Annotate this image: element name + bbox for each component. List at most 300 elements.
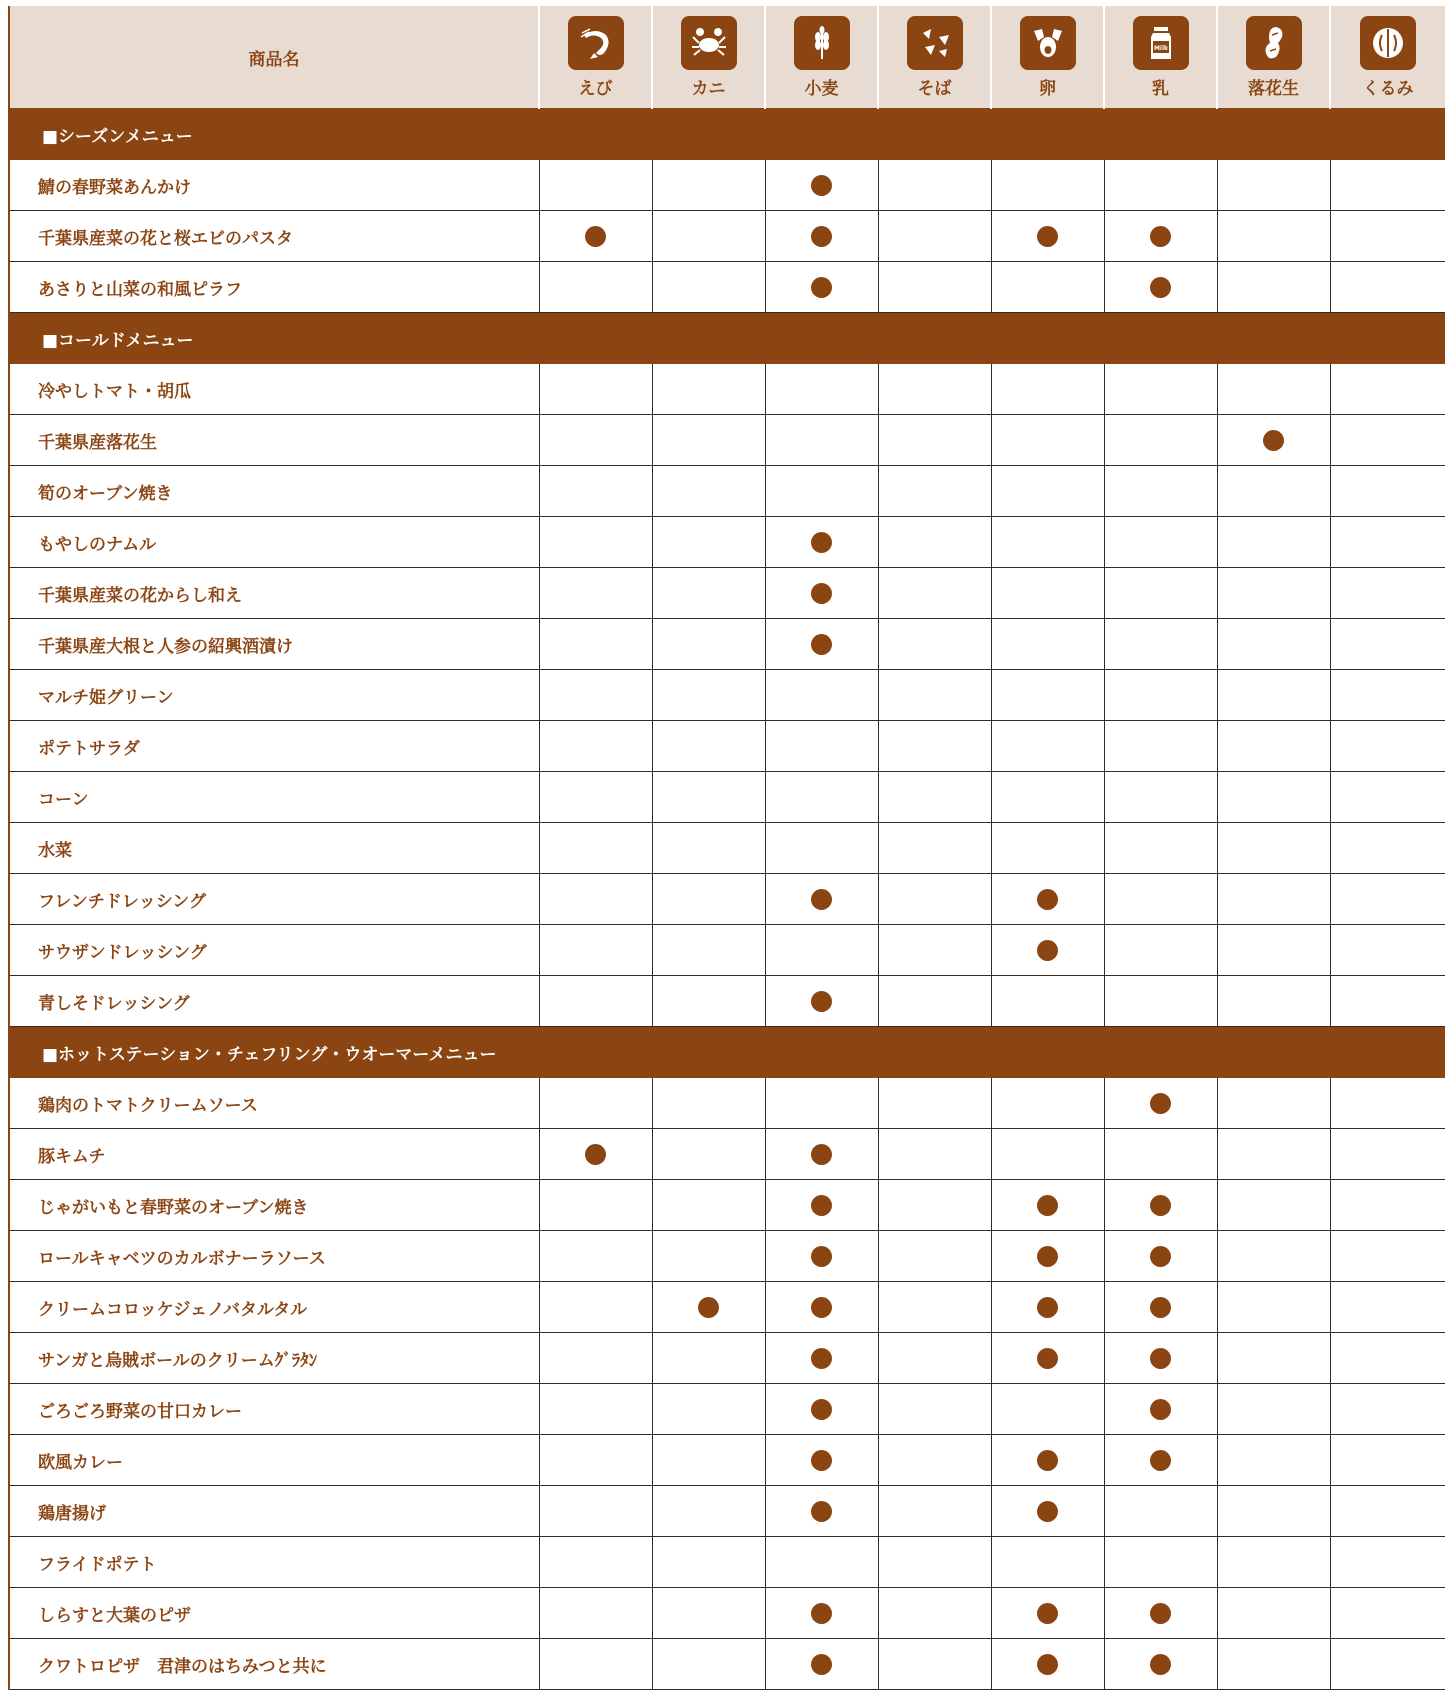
allergen-cell xyxy=(1330,823,1445,874)
contains-mark xyxy=(811,1297,832,1318)
allergen-cell xyxy=(765,619,878,670)
allergen-cell xyxy=(765,211,878,262)
allergen-cell xyxy=(652,1129,765,1180)
product-name: もやしのナムル xyxy=(9,517,539,568)
allergen-cell xyxy=(539,466,652,517)
allergen-cell xyxy=(878,211,991,262)
allergen-cell xyxy=(1104,1078,1217,1129)
allergen-cell xyxy=(991,160,1104,211)
allergen-cell xyxy=(652,1231,765,1282)
contains-mark xyxy=(1150,1603,1171,1624)
allergen-cell xyxy=(1330,568,1445,619)
allergen-cell xyxy=(1104,874,1217,925)
contains-mark xyxy=(1037,940,1058,961)
allergen-cell xyxy=(878,466,991,517)
product-name: フレンチドレッシング xyxy=(9,874,539,925)
allergen-cell xyxy=(1330,1486,1445,1537)
allergen-cell xyxy=(765,1282,878,1333)
table-row xyxy=(9,517,1445,568)
allergen-cell xyxy=(1104,1588,1217,1639)
allergen-cell xyxy=(1217,874,1330,925)
allergen-header-crab xyxy=(652,6,765,109)
allergen-cell xyxy=(1330,1333,1445,1384)
allergen-cell xyxy=(1217,1537,1330,1588)
table-header-row xyxy=(9,6,1445,109)
allergen-cell xyxy=(878,160,991,211)
allergen-cell xyxy=(878,976,991,1027)
allergen-cell xyxy=(1217,466,1330,517)
table-row xyxy=(9,1078,1445,1129)
allergen-cell xyxy=(1330,517,1445,568)
contains-mark xyxy=(811,532,832,553)
allergen-cell xyxy=(1217,1486,1330,1537)
allergen-cell xyxy=(539,568,652,619)
allergen-cell xyxy=(1104,1282,1217,1333)
allergen-cell xyxy=(1217,1639,1330,1690)
allergen-cell xyxy=(878,1435,991,1486)
product-name-header: 商品名 xyxy=(9,6,539,109)
allergen-cell xyxy=(765,823,878,874)
allergen-cell xyxy=(539,1282,652,1333)
allergen-cell xyxy=(878,1231,991,1282)
allergen-cell xyxy=(1217,262,1330,313)
allergen-cell xyxy=(539,211,652,262)
product-name: 冷やしトマト・胡瓜 xyxy=(9,364,539,415)
allergen-cell xyxy=(539,721,652,772)
allergen-cell xyxy=(765,568,878,619)
allergen-cell xyxy=(765,1537,878,1588)
allergen-cell xyxy=(652,619,765,670)
contains-mark xyxy=(811,991,832,1012)
allergen-cell xyxy=(1330,1231,1445,1282)
allergen-label-buckwheat: そば xyxy=(917,78,952,99)
allergen-cell xyxy=(1330,619,1445,670)
allergen-cell xyxy=(1104,1384,1217,1435)
allergen-cell xyxy=(652,517,765,568)
allergen-cell xyxy=(1330,721,1445,772)
allergen-cell xyxy=(991,1486,1104,1537)
allergen-cell xyxy=(1104,568,1217,619)
allergen-label-egg: 卵 xyxy=(1039,78,1056,99)
contains-mark xyxy=(1150,1450,1171,1471)
allergen-cell xyxy=(991,874,1104,925)
allergen-cell xyxy=(765,1384,878,1435)
allergen-cell xyxy=(878,874,991,925)
allergen-cell xyxy=(765,1129,878,1180)
allergen-cell xyxy=(1217,1129,1330,1180)
allergen-cell xyxy=(1104,925,1217,976)
contains-mark xyxy=(811,277,832,298)
contains-mark xyxy=(1037,1654,1058,1675)
contains-mark xyxy=(1037,1348,1058,1369)
allergen-cell xyxy=(1330,1588,1445,1639)
allergen-cell xyxy=(1330,772,1445,823)
contains-mark xyxy=(811,1348,832,1369)
shrimp-icon xyxy=(568,16,624,70)
allergen-cell xyxy=(1104,1537,1217,1588)
allergen-cell xyxy=(991,1537,1104,1588)
allergen-cell xyxy=(1330,211,1445,262)
allergen-cell xyxy=(539,1639,652,1690)
allergen-cell xyxy=(765,415,878,466)
allergen-header-egg xyxy=(991,6,1104,109)
allergen-cell xyxy=(1104,823,1217,874)
product-name: 鯖の春野菜あんかけ xyxy=(9,160,539,211)
allergen-cell xyxy=(1330,670,1445,721)
allergen-cell xyxy=(1330,1180,1445,1231)
egg-icon xyxy=(1020,16,1076,70)
table-row xyxy=(9,1486,1445,1537)
allergen-cell xyxy=(991,415,1104,466)
allergen-cell xyxy=(765,925,878,976)
allergen-cell xyxy=(765,772,878,823)
product-name: 千葉県産落花生 xyxy=(9,415,539,466)
allergen-cell xyxy=(878,517,991,568)
allergen-cell xyxy=(765,1588,878,1639)
table-row xyxy=(9,466,1445,517)
allergen-cell xyxy=(539,1537,652,1588)
allergen-cell xyxy=(539,1384,652,1435)
allergen-cell xyxy=(765,874,878,925)
allergen-cell xyxy=(765,1639,878,1690)
contains-mark xyxy=(811,1654,832,1675)
allergen-cell xyxy=(539,619,652,670)
allergen-cell xyxy=(1217,772,1330,823)
allergen-cell xyxy=(652,1639,765,1690)
allergen-cell xyxy=(991,1180,1104,1231)
contains-mark xyxy=(585,226,606,247)
allergen-header-peanut xyxy=(1217,6,1330,109)
allergen-cell xyxy=(652,1180,765,1231)
allergen-label-milk: 乳 xyxy=(1152,78,1169,99)
contains-mark xyxy=(811,889,832,910)
table-row xyxy=(9,721,1445,772)
allergen-cell xyxy=(1217,925,1330,976)
allergen-cell xyxy=(1330,1537,1445,1588)
allergen-cell xyxy=(1330,466,1445,517)
allergen-cell xyxy=(1330,1129,1445,1180)
allergen-cell xyxy=(539,415,652,466)
allergen-cell xyxy=(539,160,652,211)
contains-mark xyxy=(1263,430,1284,451)
allergen-cell xyxy=(1104,1180,1217,1231)
allergen-cell xyxy=(652,1486,765,1537)
allergen-cell xyxy=(1217,976,1330,1027)
product-name: 千葉県産大根と人参の紹興酒漬け xyxy=(9,619,539,670)
allergen-label-crab: カニ xyxy=(691,78,726,99)
allergen-cell xyxy=(878,1486,991,1537)
allergen-cell xyxy=(765,976,878,1027)
allergen-cell xyxy=(991,670,1104,721)
allergen-cell xyxy=(878,823,991,874)
product-name: しらすと大葉のピザ xyxy=(9,1588,539,1639)
allergen-cell xyxy=(1330,262,1445,313)
allergen-cell xyxy=(652,1435,765,1486)
allergen-cell xyxy=(1104,1486,1217,1537)
contains-mark xyxy=(1037,1297,1058,1318)
allergen-label-wheat: 小麦 xyxy=(804,78,839,99)
allergen-cell xyxy=(652,823,765,874)
product-name: 鶏肉のトマトクリームソース xyxy=(9,1078,539,1129)
allergen-cell xyxy=(991,925,1104,976)
contains-mark xyxy=(811,1144,832,1165)
product-name: あさりと山菜の和風ピラフ xyxy=(9,262,539,313)
allergen-cell xyxy=(1330,1384,1445,1435)
contains-mark xyxy=(1037,1195,1058,1216)
allergen-label-walnut: くるみ xyxy=(1362,78,1414,99)
allergen-cell xyxy=(652,262,765,313)
allergen-cell xyxy=(878,1639,991,1690)
allergen-cell xyxy=(1217,1282,1330,1333)
contains-mark xyxy=(811,226,832,247)
allergen-cell xyxy=(991,721,1104,772)
product-name: サンガと烏賊ボールのクリームｸﾞﾗﾀﾝ xyxy=(9,1333,539,1384)
contains-mark xyxy=(1150,1093,1171,1114)
contains-mark xyxy=(1150,1399,1171,1420)
allergen-cell xyxy=(539,262,652,313)
allergen-cell xyxy=(1217,721,1330,772)
allergen-cell xyxy=(539,517,652,568)
allergen-cell xyxy=(878,364,991,415)
allergen-cell xyxy=(1217,823,1330,874)
allergen-cell xyxy=(1104,670,1217,721)
allergen-cell xyxy=(991,262,1104,313)
allergen-cell xyxy=(652,874,765,925)
table-row xyxy=(9,925,1445,976)
allergen-table-body xyxy=(9,109,1445,1690)
allergen-cell xyxy=(1217,568,1330,619)
product-name: コーン xyxy=(9,772,539,823)
peanut-icon xyxy=(1246,16,1302,70)
allergen-cell xyxy=(1217,364,1330,415)
allergen-cell xyxy=(539,1231,652,1282)
allergen-cell xyxy=(878,925,991,976)
allergen-cell xyxy=(1217,619,1330,670)
allergen-cell xyxy=(539,823,652,874)
allergen-cell xyxy=(1217,415,1330,466)
contains-mark xyxy=(698,1297,719,1318)
table-row xyxy=(9,1180,1445,1231)
product-name: ロールキャベツのカルボナーラソース xyxy=(9,1231,539,1282)
allergen-cell xyxy=(652,772,765,823)
table-row xyxy=(9,1231,1445,1282)
allergen-cell xyxy=(652,1384,765,1435)
contains-mark xyxy=(1150,1195,1171,1216)
allergen-cell xyxy=(878,1282,991,1333)
allergen-cell xyxy=(878,1129,991,1180)
allergen-cell xyxy=(878,568,991,619)
allergen-cell xyxy=(1217,1333,1330,1384)
product-name: ごろごろ野菜の甘口カレー xyxy=(9,1384,539,1435)
contains-mark xyxy=(811,583,832,604)
allergen-cell xyxy=(652,1078,765,1129)
allergen-cell xyxy=(765,364,878,415)
product-name: 千葉県産菜の花からし和え xyxy=(9,568,539,619)
product-name: 青しそドレッシング xyxy=(9,976,539,1027)
allergen-header-milk xyxy=(1104,6,1217,109)
allergen-cell xyxy=(539,1078,652,1129)
table-row xyxy=(9,772,1445,823)
contains-mark xyxy=(1037,226,1058,247)
allergen-cell xyxy=(1217,1384,1330,1435)
allergen-cell xyxy=(1330,415,1445,466)
allergen-cell xyxy=(1104,1435,1217,1486)
allergen-cell xyxy=(539,1180,652,1231)
wheat-icon xyxy=(794,16,850,70)
table-row xyxy=(9,1129,1445,1180)
allergen-cell xyxy=(765,262,878,313)
table-row xyxy=(9,823,1445,874)
table-row xyxy=(9,619,1445,670)
allergen-cell xyxy=(1104,1333,1217,1384)
allergen-cell xyxy=(1104,772,1217,823)
allergen-cell xyxy=(878,262,991,313)
allergen-cell xyxy=(991,1639,1104,1690)
product-name: クワトロピザ 君津のはちみつと共に xyxy=(9,1639,539,1690)
allergen-cell xyxy=(765,1231,878,1282)
section-title: ■ホットステーション・チェフリング・ウオーマーメニュー xyxy=(9,1027,1445,1078)
allergen-cell xyxy=(991,364,1104,415)
section-header-row xyxy=(9,313,1445,364)
allergen-cell xyxy=(765,1333,878,1384)
allergen-cell xyxy=(539,874,652,925)
allergen-cell xyxy=(878,670,991,721)
allergen-cell xyxy=(1217,1435,1330,1486)
contains-mark xyxy=(1037,889,1058,910)
allergen-cell xyxy=(1330,160,1445,211)
allergen-cell xyxy=(1104,415,1217,466)
contains-mark xyxy=(811,1450,832,1471)
allergen-cell xyxy=(1104,1231,1217,1282)
allergen-cell xyxy=(1104,466,1217,517)
allergen-cell xyxy=(991,211,1104,262)
allergen-cell xyxy=(878,1333,991,1384)
product-name: フライドポテト xyxy=(9,1537,539,1588)
allergen-cell xyxy=(1104,211,1217,262)
allergen-cell xyxy=(878,1384,991,1435)
product-name: サウザンドレッシング xyxy=(9,925,539,976)
allergen-cell xyxy=(539,364,652,415)
allergen-cell xyxy=(652,466,765,517)
allergen-cell xyxy=(1217,1231,1330,1282)
allergen-cell xyxy=(539,1129,652,1180)
allergen-cell xyxy=(991,466,1104,517)
allergen-cell xyxy=(539,670,652,721)
table-row xyxy=(9,670,1445,721)
product-name: 豚キムチ xyxy=(9,1129,539,1180)
allergen-cell xyxy=(539,772,652,823)
contains-mark xyxy=(1037,1246,1058,1267)
contains-mark xyxy=(811,175,832,196)
allergen-cell xyxy=(1104,721,1217,772)
table-row xyxy=(9,1639,1445,1690)
section-title: ■シーズンメニュー xyxy=(9,109,1445,160)
allergen-cell xyxy=(539,976,652,1027)
allergen-header-walnut xyxy=(1330,6,1445,109)
allergen-cell xyxy=(652,1333,765,1384)
contains-mark xyxy=(811,1246,832,1267)
walnut-icon xyxy=(1360,16,1416,70)
contains-mark xyxy=(811,1399,832,1420)
allergen-label-shrimp: えび xyxy=(578,78,613,99)
allergen-cell xyxy=(1330,874,1445,925)
table-row xyxy=(9,1384,1445,1435)
allergen-cell xyxy=(652,670,765,721)
allergen-cell xyxy=(1330,1435,1445,1486)
allergen-header-buckwheat xyxy=(878,6,991,109)
allergen-cell xyxy=(1104,262,1217,313)
allergen-cell xyxy=(1104,517,1217,568)
allergen-cell xyxy=(991,1231,1104,1282)
allergen-cell xyxy=(539,1435,652,1486)
allergen-cell xyxy=(991,517,1104,568)
allergen-cell xyxy=(878,721,991,772)
allergen-label-peanut: 落花生 xyxy=(1248,78,1299,99)
allergen-cell xyxy=(1217,211,1330,262)
table-row xyxy=(9,415,1445,466)
table-row xyxy=(9,1282,1445,1333)
allergen-cell xyxy=(765,517,878,568)
table-row xyxy=(9,1435,1445,1486)
product-name: マルチ姫グリーン xyxy=(9,670,539,721)
product-name: 水菜 xyxy=(9,823,539,874)
allergen-cell xyxy=(991,1588,1104,1639)
contains-mark xyxy=(1150,1654,1171,1675)
product-name: ポテトサラダ xyxy=(9,721,539,772)
allergen-cell xyxy=(1217,670,1330,721)
allergen-cell xyxy=(878,1537,991,1588)
allergen-cell xyxy=(1104,1639,1217,1690)
contains-mark xyxy=(585,1144,606,1165)
allergen-cell xyxy=(765,1180,878,1231)
allergen-table-container xyxy=(8,6,1445,1696)
table-row xyxy=(9,1588,1445,1639)
allergen-cell xyxy=(1330,1639,1445,1690)
allergen-cell xyxy=(991,976,1104,1027)
contains-mark xyxy=(811,1195,832,1216)
allergen-cell xyxy=(878,772,991,823)
product-name: クリームコロッケジェノバタルタル xyxy=(9,1282,539,1333)
allergen-cell xyxy=(1330,976,1445,1027)
allergen-cell xyxy=(539,1588,652,1639)
allergen-table xyxy=(8,6,1445,1690)
milk-icon-text: Milk xyxy=(1153,44,1168,52)
contains-mark xyxy=(1037,1450,1058,1471)
allergen-header-shrimp xyxy=(539,6,652,109)
contains-mark xyxy=(1150,226,1171,247)
section-header-row xyxy=(9,109,1445,160)
allergen-cell xyxy=(539,925,652,976)
allergen-cell xyxy=(991,1282,1104,1333)
allergen-cell xyxy=(878,619,991,670)
contains-mark xyxy=(1150,1348,1171,1369)
allergen-cell xyxy=(1330,1282,1445,1333)
allergen-cell xyxy=(878,1588,991,1639)
allergen-cell xyxy=(991,1384,1104,1435)
allergen-cell xyxy=(878,1180,991,1231)
allergen-cell xyxy=(652,1537,765,1588)
allergen-cell xyxy=(991,1333,1104,1384)
allergen-cell xyxy=(1217,1588,1330,1639)
allergen-cell xyxy=(1330,1078,1445,1129)
table-row xyxy=(9,568,1445,619)
allergen-cell xyxy=(1217,1078,1330,1129)
section-header-row xyxy=(9,1027,1445,1078)
allergen-cell xyxy=(652,1588,765,1639)
milk-icon xyxy=(1133,16,1189,70)
allergen-cell xyxy=(539,1486,652,1537)
allergen-cell xyxy=(1217,1180,1330,1231)
